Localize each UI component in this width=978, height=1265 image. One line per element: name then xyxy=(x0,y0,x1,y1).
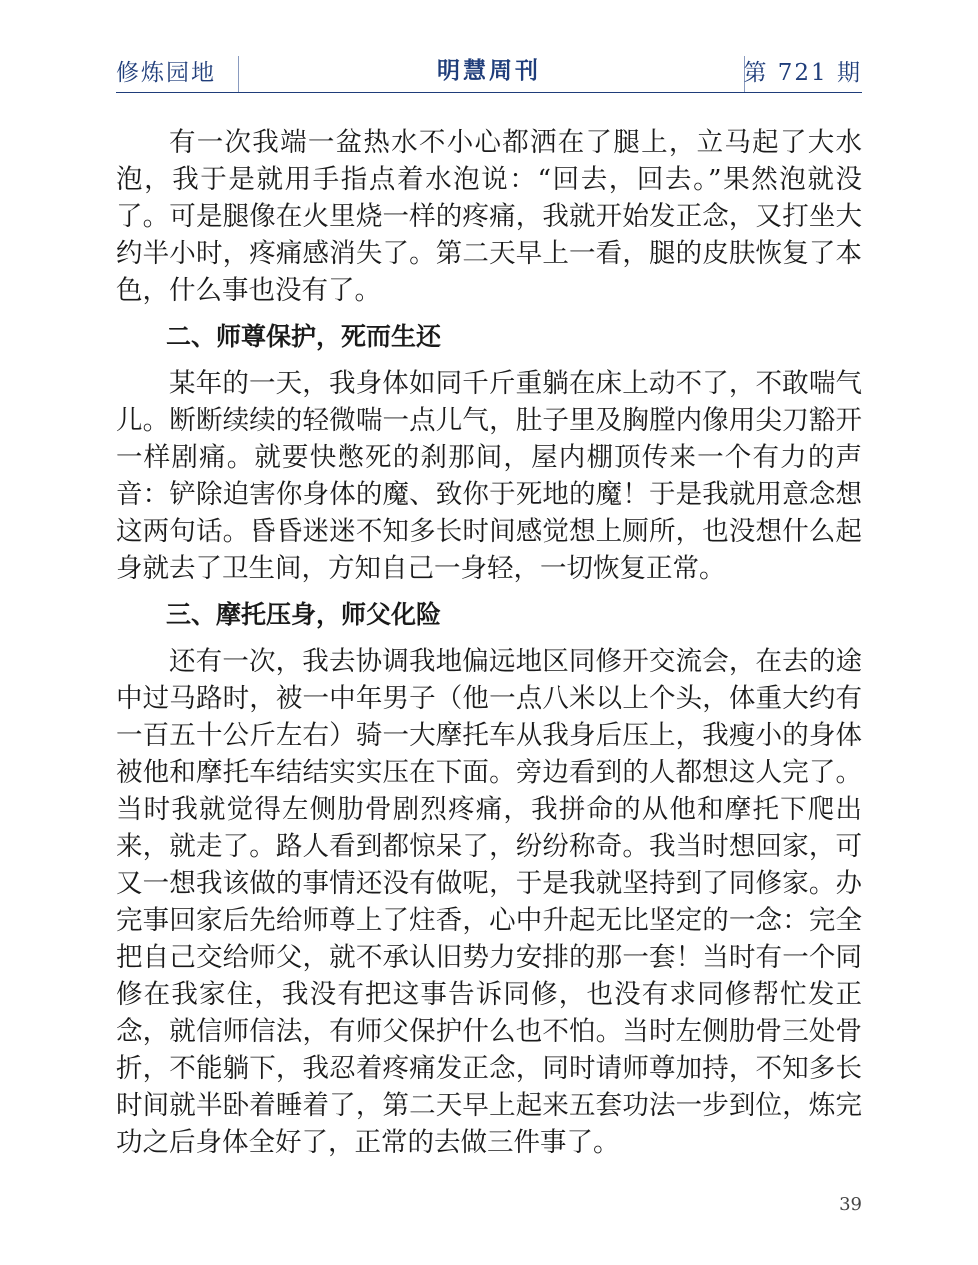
paragraph-hot-water: 有一次我端一盆热水不小心都洒在了腿上，立马起了大水泡，我于是就用手指点着水泡说：“回去，回去。”果然泡就没了。可是腿像在火里烧一样的疼痛，我就开始发正念，又打坐大约半小时，疼痛感消失了。第二天早上一看，腿的皮肤恢复了本色，什么事也没有了。 xyxy=(116,127,862,306)
paragraph-teacher-protection: 某年的一天，我身体如同千斤重躺在床上动不了，不敢喘气儿。断断续续的轻微喘一点儿气，肚子里及胸膛内像用尖刀豁开一样剧痛。就要快憋死的刹那间，屋内棚顶传来一个有力的声音：铲除迫害你身体的魔、致你于死地的魔！于是我就用意念想这两句话。昏昏迷迷不知多长时间感觉想上厕所，也没想什么起身就去了卫生间，方知自己一身轻，一切恢复正常。 xyxy=(116,368,862,584)
paragraph-motorcycle: 还有一次，我去协调我地偏远地区同修开交流会，在去的途中过马路时，被一中年男子（他一点八米以上个头，体重大约有一百五十公斤左右）骑一大摩托车从我身后压上，我瘦小的身体被他和摩托车结结实实压在下面。旁边看到的人都想这人完了。当时我就觉得左侧肋骨剧烈疼痛，我拼命的从他和摩托下爬出来，就走了。路人看到都惊呆了，纷纷称奇。我当时想回家，可又一想我该做的事情还没有做呢，于是我就坚持到了同修家。办完事回家后先给师尊上了炷香，心中升起无比坚定的一念：完全把自己交给师父，就不承认旧势力安排的那一套！当时有一个同修在我家住，我没有把这事告诉同修，也没有求同修帮忙发正念，就信师信法，有师父保护什么也不怕。当时左侧肋骨三处骨折，不能躺下，我忍着疼痛发正念，同时请师尊加持，不知多长时间就半卧着睡着了，第二天早上起来五套功法一步到位，炼完功之后身体全好了，正常的去做三件事了。 xyxy=(116,646,862,1158)
section-heading-2: 二、师尊保护，死而生还 xyxy=(166,322,442,351)
publication-title: 明慧周刊 xyxy=(437,58,541,84)
page-number: 39 xyxy=(839,1194,862,1215)
issue-number: 第 721 期 xyxy=(743,60,862,86)
article-body xyxy=(116,124,862,1161)
section-title: 修炼园地 xyxy=(116,60,216,86)
page-header xyxy=(116,48,862,93)
section-heading-3: 三、摩托压身，师父化险 xyxy=(166,600,442,629)
